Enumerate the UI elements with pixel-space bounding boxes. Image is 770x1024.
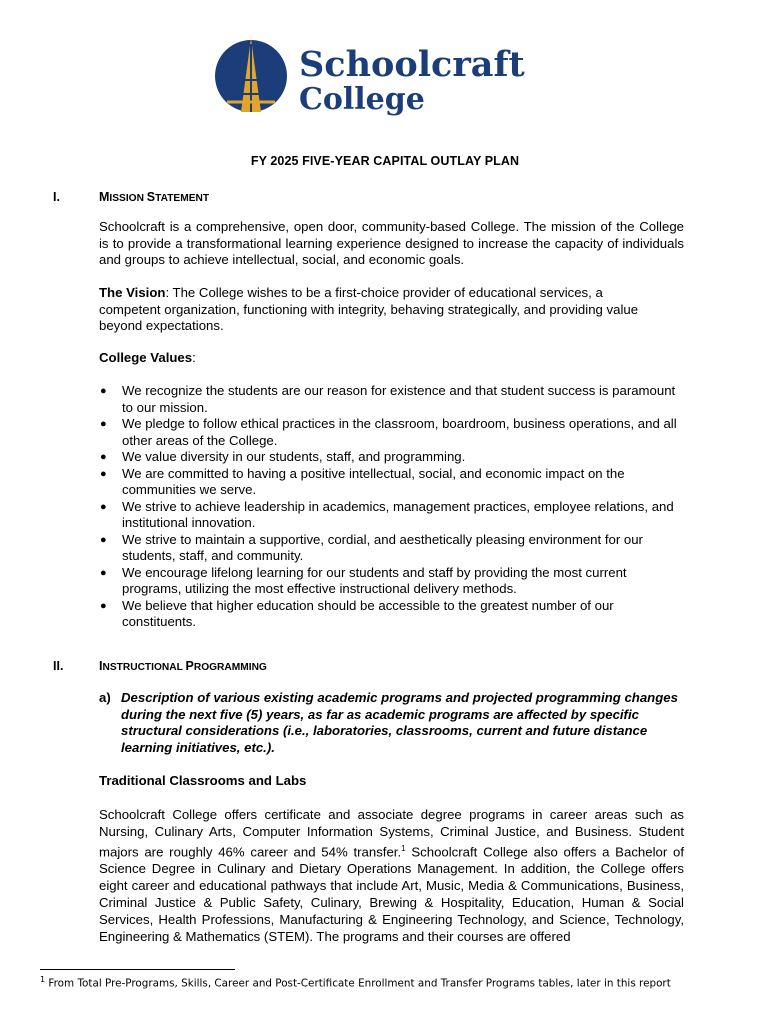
section-2-heading: INSTRUCTIONAL PROGRAMMING [99, 659, 267, 673]
programs-paragraph: Schoolcraft College offers certificate and associate degree programs in career areas such as Nursing, Culinary Arts, Computer Information Systems, Criminal Justice, and Business. Student majors are roughly 46% career and 54% transfer.$^1$ Schoolcraft College also offers a Bachelor of Science Degree in Culinary and Dietary Operations Management. In addition, the College offers eight career and educational pathways that include Art, Music, Media & Communications, Business, Criminal Justice & Public Safety, Culinary, Brewing & Hospitality, Education, Human & Social Services, Health Professions, Manufacturing & Engineering Technology, and Science, Technology, Engineering & Mathematics (STEM). The programs and their courses are offered [99, 807, 685, 945]
list-item: ● We recognize the students are our reason for existence and that student success is paramount to our mission. [100, 383, 676, 415]
bullet-icon: ● [100, 599, 107, 612]
college-logo [207, 30, 537, 122]
vision-text: : The College wishes to be a first-choice provider of educational services, a competent organization, functioning with integrity, behaving strategically, and providing value beyond expectations. [99, 285, 639, 333]
section-1-heading: MISSION STATEMENT [99, 190, 210, 204]
bullet-icon: ● [100, 533, 107, 546]
vision-paragraph [99, 285, 644, 335]
subsection-a-label: a) [99, 690, 111, 705]
bullet-icon: ● [100, 500, 107, 513]
logo-graphic [207, 30, 537, 122]
list-item: ● We encourage lifelong learning for our students and staff by providing the most current programs, utilizing the most effective instructional delivery methods. [100, 564, 627, 596]
list-item: ● We pledge to follow ethical practices in the classroom, boardroom, business operations, and all other areas of the College. [100, 416, 677, 448]
values-heading: College Values: [99, 350, 196, 365]
section-1-numeral: I. [53, 190, 60, 204]
bullet-icon: ● [100, 385, 107, 397]
logo-text-line1: Schoolcraft [299, 44, 525, 85]
document-title: FY 2025 FIVE-YEAR CAPITAL OUTLAY PLAN [250, 154, 520, 168]
list-item: ● We believe that higher education should be accessible to the greatest number of our constituents. [100, 597, 614, 629]
subsection-a [99, 690, 684, 756]
footnote-marker: 1 [40, 975, 46, 984]
bullet-icon: ● [100, 467, 107, 480]
mission-paragraph: Schoolcraft is a comprehensive, open door, community-based College. The mission of the College is to provide a transformational learning experience designed to increase the capacity of individuals and groups to achieve intellectual, social, and economic goals. [99, 219, 684, 267]
section-2-numeral: II. [53, 659, 64, 673]
bullet-icon: ● [100, 451, 107, 463]
values-list [100, 383, 680, 631]
subsection-a-text: Description of various existing academic programs and projected programming changes during the next five (5) years, as far as academic programs are affected by specific structural considerations (i.e., laboratories, classrooms, current and future distance learning initiatives, etc.). [121, 690, 678, 755]
footnote-ref[interactable]: 1 [401, 844, 406, 853]
bullet-icon: ● [100, 418, 107, 430]
list-item: ● We value diversity in our students, staff, and programming. [100, 449, 466, 464]
footnote [40, 975, 671, 989]
list-item: ● We strive to maintain a supportive, cordial, and aesthetically pleasing environment for our students, staff, and community. [100, 531, 643, 563]
footnote-divider [40, 969, 235, 970]
traditional-heading: Traditional Classrooms and Labs [99, 773, 307, 788]
bullet-icon: ● [100, 566, 107, 579]
footnote-text: From Total Pre-Programs, Skills, Career and Post-Certificate Enrollment and Transfer Programs tables, later in this report [45, 977, 671, 990]
list-item: ● We are committed to having a positive intellectual, social, and economic impact on the communities we serve. [100, 465, 625, 497]
logo-text-line2: College [299, 82, 425, 117]
list-item: ● We strive to achieve leadership in academics, management practices, employee relations, and institutional innovation. [100, 498, 674, 530]
vision-label: The Vision [99, 285, 166, 300]
